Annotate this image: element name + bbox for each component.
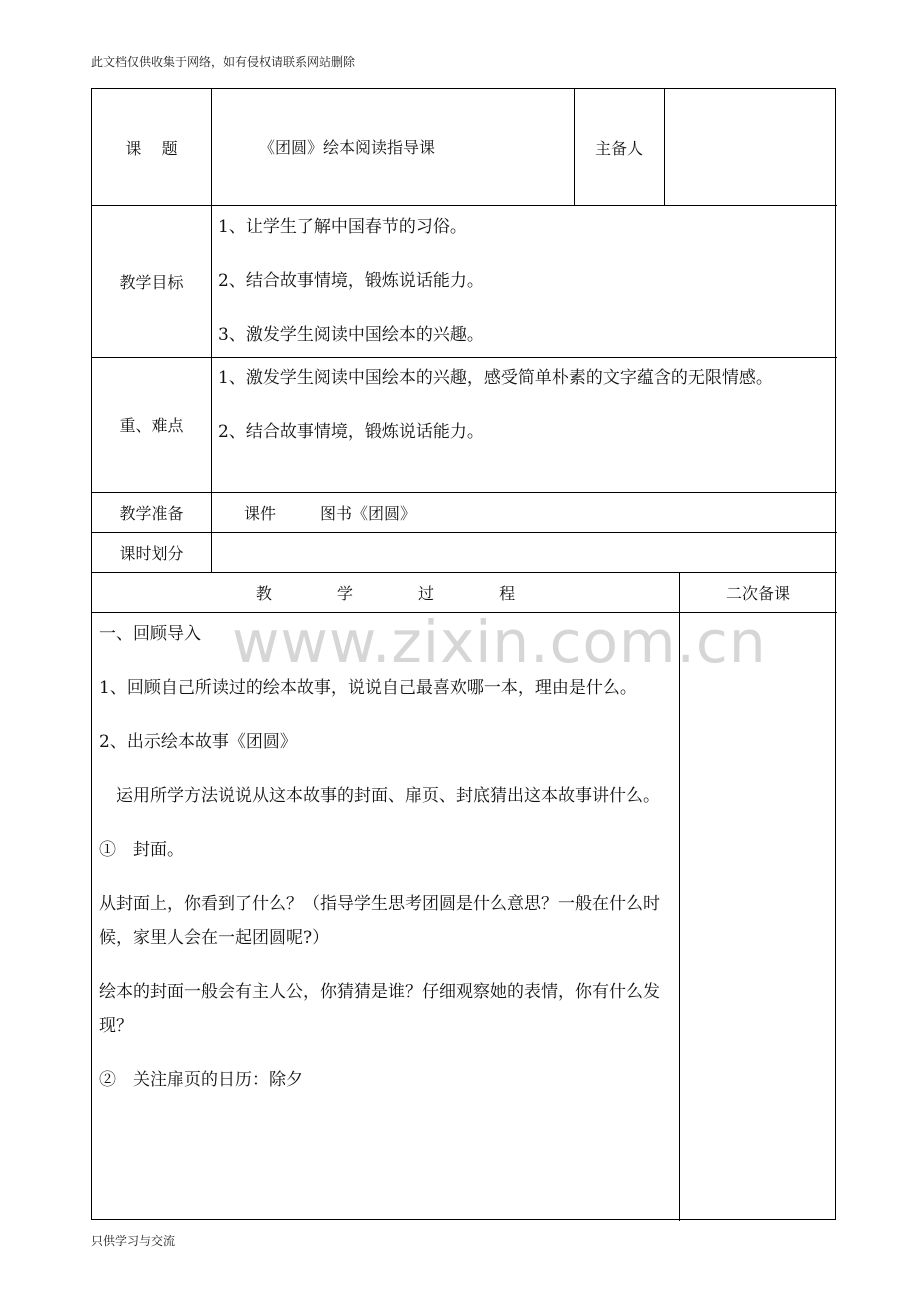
- process-step: ② 关注扉页的日历：除夕: [99, 1070, 303, 1090]
- topic-value-cell: [211, 89, 574, 205]
- key-point-item: 1、激发学生阅读中国绘本的兴趣，感受简单朴素的文字蕴含的无限情感。: [218, 368, 773, 388]
- preparer-label: 主备人: [594, 138, 643, 158]
- process-body: [99, 617, 675, 1097]
- goals-label-cell: [92, 205, 211, 357]
- lesson-plan-table: [91, 88, 836, 1220]
- topic-value: 《团圆》绘本阅读指导课: [259, 137, 436, 157]
- period-value-cell: [211, 532, 837, 572]
- key-points-list: [218, 361, 833, 449]
- watermark: www.zixin.com.cn: [232, 608, 767, 676]
- column-divider: [679, 572, 680, 1221]
- header-note: 此文档仅供收集于网络，如有侵权请联系网站删除: [91, 55, 356, 69]
- process-step: 从封面上，你看到了什么？（指导学生思考团圆是什么意思？一般在什么时候，家里人会在一起团圆呢?）: [99, 894, 660, 948]
- key-points-label: 重、难点: [119, 416, 184, 435]
- process-step: ① 封面。: [99, 840, 184, 860]
- process-header-cell: [92, 572, 679, 612]
- prep-label-cell: [92, 492, 211, 532]
- prep-value-cell: [211, 492, 837, 532]
- preparer-value-cell: [664, 89, 837, 205]
- footer-note: 只供学习与交流: [91, 1234, 176, 1248]
- process-step: 运用所学方法说说从这本故事的封面、扉页、封底猜出这本故事讲什么。: [116, 786, 660, 806]
- second-prep-header-cell: [679, 572, 837, 612]
- process-step: 2、出示绘本故事《团圆》: [99, 732, 297, 752]
- process-step: 1、回顾自己所读过的绘本故事，说说自己最喜欢哪一本，理由是什么。: [99, 678, 637, 698]
- process-step: 绘本的封面一般会有主人公，你猜猜是谁？仔细观察她的表情，你有什么发现？: [99, 982, 660, 1036]
- prep-value-courseware: 课件: [244, 503, 277, 523]
- preparer-label-cell: [574, 89, 664, 205]
- key-points-label-cell: [92, 357, 211, 492]
- period-label: 课时划分: [119, 543, 184, 563]
- process-header: 教 学 过 程: [255, 583, 546, 603]
- goal-item: 1、让学生了解中国春节的习俗。: [218, 217, 467, 237]
- goal-item: 2、结合故事情境，锻炼说话能力。: [218, 271, 484, 291]
- topic-label: 课 题: [125, 138, 178, 158]
- prep-value-book: 图书《团圆》: [320, 503, 417, 523]
- key-point-item: 2、结合故事情境，锻炼说话能力。: [218, 422, 484, 442]
- goal-item: 3、激发学生阅读中国绘本的兴趣。: [218, 325, 484, 345]
- process-step: 一、回顾导入: [99, 624, 201, 644]
- second-prep-header: 二次备课: [725, 583, 790, 603]
- goals-list: [218, 210, 833, 352]
- period-label-cell: [92, 532, 211, 572]
- goals-label: 教学目标: [119, 272, 184, 292]
- row-divider: [92, 612, 837, 613]
- topic-label-cell: [92, 89, 211, 205]
- prep-label: 教学准备: [119, 503, 184, 523]
